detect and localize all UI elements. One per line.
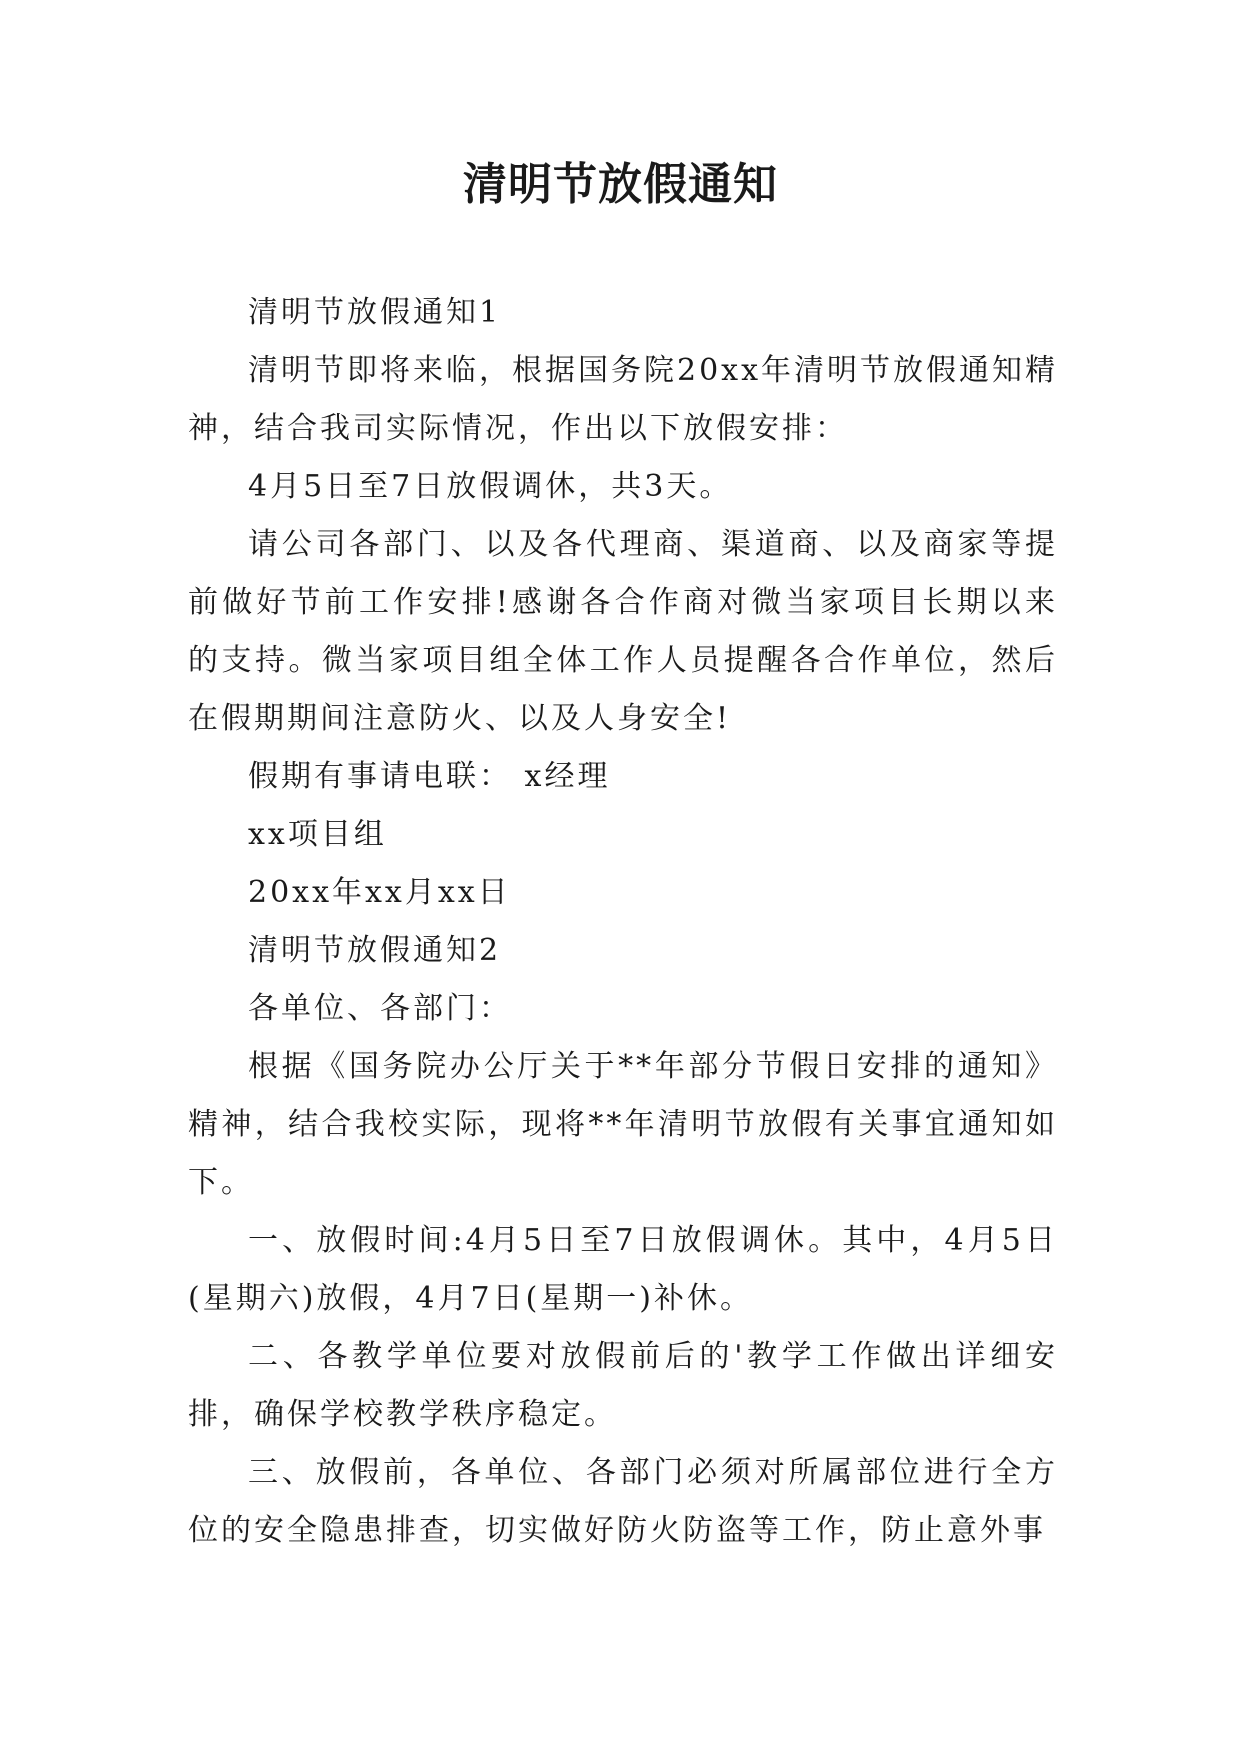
paragraph-heading-2: 清明节放假通知2 [248, 933, 502, 968]
paragraph-arrangement: 请公司各部门、以及各代理商、渠道商、以及商家等提前做好节前工作安排!感谢各合作商对微当家项目长期以来的支持。微当家项目组全体工作人员提醒各合作单位，然后在假期期间注意防火、以及人身安全! [188, 527, 1058, 736]
paragraph-item-3: 三、放假前，各单位、各部门必须对所属部位进行全方位的安全隐患排查，切实做好防火防盗等工作，防止意外事 [188, 1455, 1058, 1548]
document-body [188, 284, 1058, 1560]
document-title: 清明节放假通知 [463, 159, 778, 210]
paragraph-heading-1: 清明节放假通知1 [248, 295, 502, 330]
paragraph-intro: 清明节即将来临，根据国务院20xx年清明节放假通知精神，结合我司实际情况，作出以下放假安排： [188, 353, 1059, 446]
paragraph-signature-org: xx项目组 [248, 817, 387, 852]
paragraph-signature-date: 20xx年xx月xx日 [248, 875, 511, 910]
paragraph-salutation: 各单位、各部门： [248, 991, 512, 1026]
paragraph-holiday-dates: 4月5日至7日放假调休，共3天。 [248, 469, 733, 504]
paragraph-item-2: 二、各教学单位要对放假前后的'教学工作做出详细安排，确保学校教学秩序稳定。 [188, 1339, 1058, 1432]
paragraph-contact: 假期有事请电联： x经理 [248, 759, 611, 794]
paragraph-basis: 根据《国务院办公厅关于**年部分节假日安排的通知》精神，结合我校实际，现将**年清明节放假有关事宜通知如下。 [188, 1049, 1058, 1200]
paragraph-item-1: 一、放假时间:4月5日至7日放假调休。其中，4月5日(星期六)放假，4月7日(星期一)补休。 [188, 1223, 1058, 1316]
